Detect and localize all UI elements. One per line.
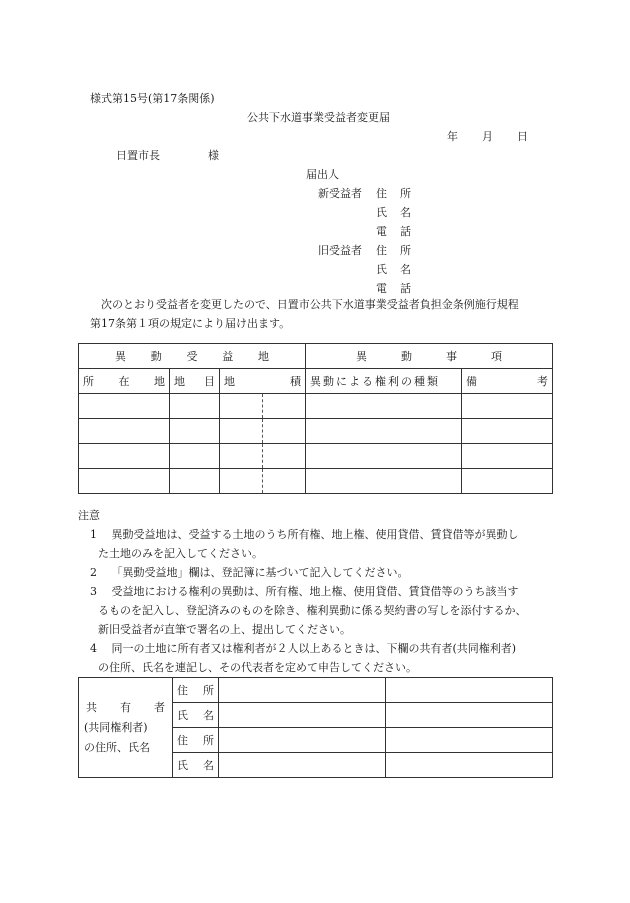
co-owner-name-label [173,753,219,778]
note-item-3 [90,582,560,639]
note-item-4 [90,639,560,677]
new-address-label-1: 住 [376,187,387,200]
co-owner-name-label [173,703,219,728]
location-cell[interactable] [79,419,170,444]
co-owner-name-cell[interactable] [386,703,553,728]
old-name-label-2: 名 [400,263,411,276]
col-category-char: 目 [204,375,215,388]
table-row [79,419,553,444]
co-owner-address-cell[interactable] [386,728,553,753]
group1-char: 受 [186,350,198,363]
new-phone-label-2: 話 [400,225,411,238]
col-location-char: 在 [118,375,130,388]
table-column-header-row [79,369,553,394]
col-area-char: 積 [290,375,302,388]
category-cell[interactable] [170,419,220,444]
co-owner-label-char: 所 [203,734,214,747]
col-header-location [79,369,170,394]
old-beneficiary-label: 旧受益者 [318,244,362,257]
group-header-change-items [306,344,553,369]
group2-char: 項 [491,350,503,363]
applicant-label: 届出人 [306,168,339,181]
area-cell[interactable] [220,469,306,494]
remarks-cell[interactable] [462,419,553,444]
note-number: 1 [90,528,97,541]
table-row [79,444,553,469]
form-id: 様式第15号(第17条関係) [90,92,215,105]
note-line: の住所、氏名を連記し、その代表者を定めて申告してください。 [98,661,417,674]
note-number: 2 [90,566,97,579]
co-owner-row [79,678,553,703]
old-phone-label-2: 話 [400,282,411,295]
date-month-label: 月 [482,130,493,143]
co-owner-label-char: 氏 [177,759,188,772]
area-cell[interactable] [220,444,306,469]
co-owner-name-cell[interactable] [219,753,386,778]
location-cell[interactable] [79,444,170,469]
date-year-label: 年 [447,130,458,143]
note-number: 4 [90,642,97,655]
co-owner-address-label [173,728,219,753]
rights-type-cell[interactable] [306,444,462,469]
table-group-header-row [79,344,553,369]
note-line: 受益地における権利の異動は、所有権、地上権、使用貸借、賃貸借等のうち該当す [111,585,519,598]
col-header-category [170,369,220,394]
notes-heading: 注意 [78,509,100,522]
co-owner-address-cell[interactable] [219,728,386,753]
group2-char: 異 [356,350,368,363]
date-day-label: 日 [517,130,528,143]
col-header-remarks [462,369,553,394]
co-owner-label-char: 共 [86,700,97,714]
col-header-area [220,369,306,394]
category-cell[interactable] [170,469,220,494]
rights-type-cell[interactable] [306,419,462,444]
col-header-rights-type: 異動による権利の種類 [306,369,462,394]
note-item-1 [90,525,560,563]
note-line: た土地のみを記入してください。 [98,547,263,560]
location-cell[interactable] [79,394,170,419]
group-header-changed-land [79,344,306,369]
group2-char: 動 [401,350,413,363]
co-owner-label-line-3: の住所、氏名 [84,740,150,754]
co-owner-name-cell[interactable] [219,703,386,728]
location-cell[interactable] [79,469,170,494]
group1-char: 地 [258,350,269,363]
note-line: 同一の土地に所有者又は権利者が２人以上あるときは、下欄の共有者(共同権利者) [111,642,517,655]
co-owner-label-char: 氏 [177,709,188,722]
note-line: るものを記入し、登記済みのものを除き、権利異動に係る契約書の写しを添付するか、 [98,604,527,617]
note-number: 3 [90,585,97,598]
note-line: 「異動受益地」欄は、登記簿に基づいて記入してください。 [111,566,409,579]
honorific: 様 [208,149,219,162]
change-table [78,343,553,494]
group1-char: 異 [115,350,126,363]
table-row [79,394,553,419]
note-line: 新旧受益者が直筆で署名の上、提出してください。 [98,623,351,636]
old-name-label-1: 氏 [376,263,387,276]
co-owner-label-char: 住 [177,734,188,747]
col-location-char: 地 [154,375,165,388]
body-text-line-2: 第17条第１項の規定により届け出ます。 [90,317,291,330]
col-remarks-char: 備 [466,375,478,388]
rights-type-cell[interactable] [306,394,462,419]
area-cell[interactable] [220,419,306,444]
body-text-line-1: 次のとおり受益者を変更したので、日置市公共下水道事業受益者負担金条例施行規程 [101,298,519,311]
remarks-cell[interactable] [462,394,553,419]
co-owner-label-line-2: (共同権利者) [84,720,148,734]
remarks-cell[interactable] [462,469,553,494]
co-owner-name-cell[interactable] [386,753,553,778]
co-owner-label-char: 名 [203,709,214,722]
table-row [79,469,553,494]
co-owner-label-char: 者 [154,700,165,714]
new-address-label-2: 所 [400,187,411,200]
new-name-label-1: 氏 [376,206,387,219]
co-owner-label-char: 所 [203,684,214,697]
notes-list [90,525,560,677]
old-phone-label-1: 電 [376,282,387,295]
col-remarks-char: 考 [537,375,549,388]
co-owner-label-char: 住 [177,684,188,697]
group1-char: 動 [150,350,162,363]
remarks-cell[interactable] [462,444,553,469]
co-owner-label-cell [79,678,173,778]
page-title: 公共下水道事業受益者変更届 [247,111,390,124]
group1-char: 益 [222,350,234,363]
category-cell[interactable] [170,444,220,469]
co-owner-address-label [173,678,219,703]
col-location-char: 所 [83,375,94,388]
group2-char: 事 [446,350,458,363]
old-address-label-1: 住 [376,244,387,257]
note-line: 異動受益地は、受益する土地のうち所有権、地上権、使用貸借、賃貸借等が異動し [111,528,519,541]
category-cell[interactable] [170,394,220,419]
co-owner-address-cell[interactable] [386,678,553,703]
rights-type-cell[interactable] [306,469,462,494]
old-address-label-2: 所 [400,244,411,257]
co-owner-label-char: 有 [120,700,131,714]
new-name-label-2: 名 [400,206,411,219]
addressee: 日置市長 [116,149,160,162]
col-category-char: 地 [174,375,185,388]
co-owner-address-cell[interactable] [219,678,386,703]
co-owner-label-char: 名 [203,759,214,772]
new-phone-label-1: 電 [376,225,387,238]
area-cell[interactable] [220,394,306,419]
col-area-char: 地 [224,375,235,388]
co-owner-table [78,677,553,778]
new-beneficiary-label: 新受益者 [318,187,362,200]
note-item-2 [90,563,560,582]
